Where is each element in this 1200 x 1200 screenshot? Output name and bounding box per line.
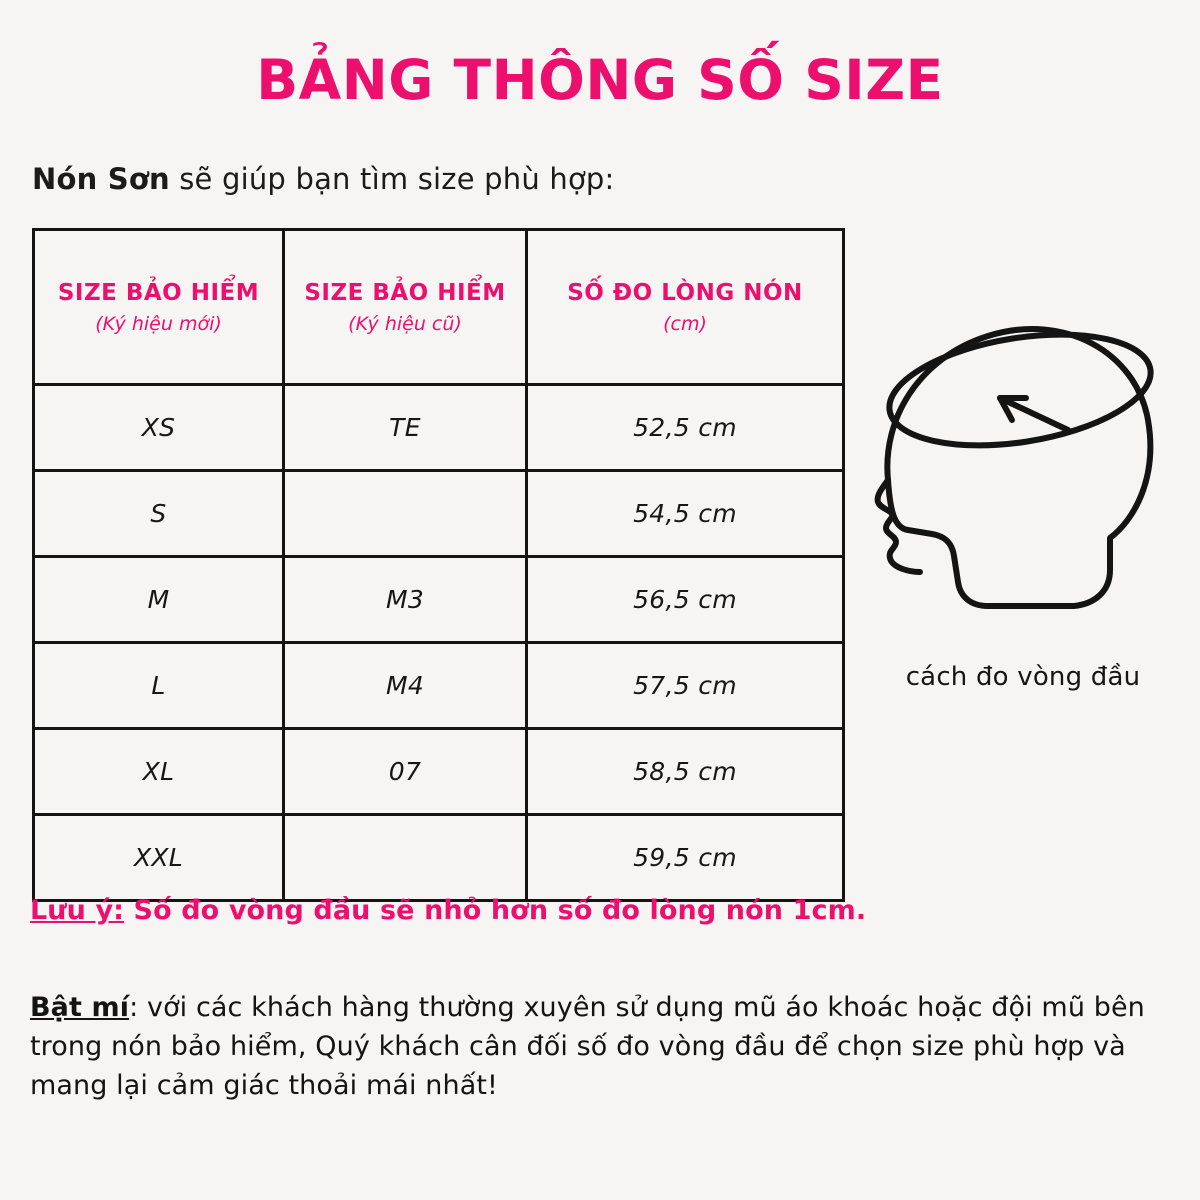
note-luu-y-label: Lưu ý: bbox=[30, 895, 125, 926]
column-header-old-code-main: SIZE BẢO HIỂM bbox=[304, 279, 506, 306]
cell-new-code: XXL bbox=[34, 815, 284, 901]
note-bat-mi-label: Bật mí bbox=[30, 992, 130, 1023]
brand-name: Nón Sơn bbox=[32, 162, 170, 196]
note-luu-y bbox=[30, 895, 1170, 926]
illustration-caption: cách đo vòng đầu bbox=[905, 662, 1141, 692]
table-header-row bbox=[34, 230, 844, 385]
table-row bbox=[34, 471, 844, 557]
table-body bbox=[34, 385, 844, 901]
cell-old-code bbox=[284, 471, 527, 557]
cell-inner-size: 56,5 cm bbox=[527, 557, 844, 643]
table-row bbox=[34, 643, 844, 729]
table-row bbox=[34, 729, 844, 815]
column-header-new-code-sub: (Ký hiệu mới) bbox=[95, 313, 222, 336]
column-header-inner-size bbox=[527, 230, 844, 385]
column-header-inner-size-sub: (cm) bbox=[663, 313, 707, 336]
column-header-new-code bbox=[34, 230, 284, 385]
table-row bbox=[34, 815, 844, 901]
cell-new-code: XL bbox=[34, 729, 284, 815]
cell-new-code: M bbox=[34, 557, 284, 643]
note-luu-y-text: Số đo vòng đầu sẽ nhỏ hơn số đo lòng nón 1cm. bbox=[124, 895, 867, 926]
cell-old-code: M4 bbox=[284, 643, 527, 729]
cell-new-code: XS bbox=[34, 385, 284, 471]
table-header bbox=[34, 230, 844, 385]
column-header-old-code-sub: (Ký hiệu cũ) bbox=[348, 313, 462, 336]
intro-rest: sẽ giúp bạn tìm size phù hợp: bbox=[169, 162, 615, 196]
note-bat-mi bbox=[30, 988, 1175, 1105]
cell-inner-size: 52,5 cm bbox=[527, 385, 844, 471]
cell-old-code: 07 bbox=[284, 729, 527, 815]
cell-new-code: S bbox=[34, 471, 284, 557]
page-title: BẢNG THÔNG SỐ SIZE bbox=[256, 48, 944, 112]
column-header-inner-size-main: SỐ ĐO LÒNG NÓN bbox=[567, 279, 803, 306]
cell-old-code: TE bbox=[284, 385, 527, 471]
column-header-new-code-main: SIZE BẢO HIỂM bbox=[57, 279, 260, 306]
table-row bbox=[34, 557, 844, 643]
size-table-container bbox=[32, 228, 842, 902]
table-row bbox=[34, 385, 844, 471]
cell-inner-size: 58,5 cm bbox=[527, 729, 844, 815]
head-measure-illustration bbox=[858, 280, 1178, 710]
cell-inner-size: 54,5 cm bbox=[527, 471, 844, 557]
head-profile-icon bbox=[858, 280, 1178, 680]
cell-new-code: L bbox=[34, 643, 284, 729]
note-bat-mi-text: : với các khách hàng thường xuyên sử dụng mũ áo khoác hoặc đội mũ bên trong nón bảo hiểm, Quý khách cân đối số đo vòng đầu để chọn size phù hợp và mang lại cảm giác thoải mái nhất! bbox=[30, 992, 1145, 1102]
cell-inner-size: 59,5 cm bbox=[527, 815, 844, 901]
intro-line bbox=[32, 162, 614, 196]
cell-old-code bbox=[284, 815, 527, 901]
column-header-old-code bbox=[284, 230, 527, 385]
cell-inner-size: 57,5 cm bbox=[527, 643, 844, 729]
size-table bbox=[32, 228, 845, 902]
cell-old-code: M3 bbox=[284, 557, 527, 643]
